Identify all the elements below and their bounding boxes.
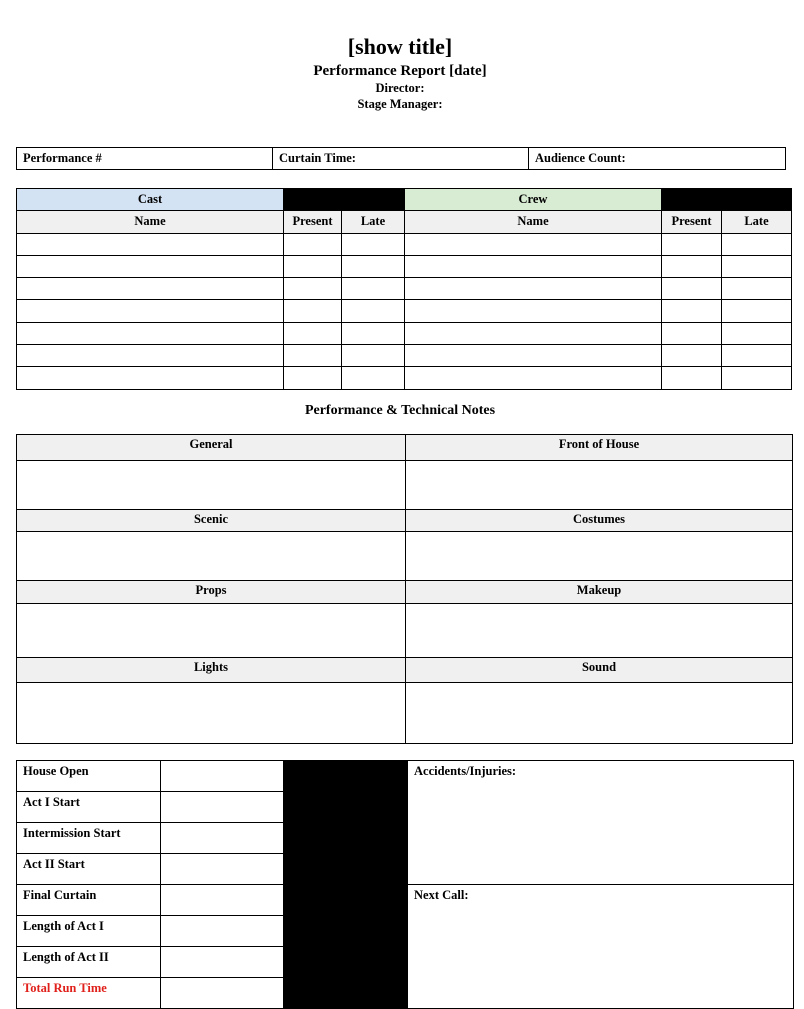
final-curtain-label: Final Curtain [17, 885, 161, 916]
cast-present-cell[interactable] [284, 278, 342, 300]
roster-row [17, 345, 792, 367]
general-header: General [17, 435, 406, 461]
crew-name-cell[interactable] [405, 322, 662, 344]
crew-present-header: Present [662, 211, 722, 233]
costumes-header: Costumes [406, 510, 793, 532]
crew-name-cell[interactable] [405, 233, 662, 255]
act1-start-label: Act I Start [17, 792, 161, 823]
curtain-time-field[interactable]: Curtain Time: [273, 148, 529, 170]
next-call-field[interactable]: Next Call: [408, 885, 794, 1009]
cast-late-cell[interactable] [342, 278, 405, 300]
crew-present-cell[interactable] [662, 233, 722, 255]
total-run-time-value[interactable] [161, 978, 284, 1009]
crew-late-cell[interactable] [722, 322, 792, 344]
crew-present-cell[interactable] [662, 345, 722, 367]
crew-present-cell[interactable] [662, 322, 722, 344]
length-act1-value[interactable] [161, 916, 284, 947]
crew-late-cell[interactable] [722, 367, 792, 389]
house-open-value[interactable] [161, 761, 284, 792]
cast-present-cell[interactable] [284, 300, 342, 322]
crew-present-cell[interactable] [662, 300, 722, 322]
cast-name-cell[interactable] [17, 255, 284, 277]
crew-present-cell[interactable] [662, 255, 722, 277]
crew-present-cell[interactable] [662, 278, 722, 300]
roster-row [17, 233, 792, 255]
house-open-label: House Open [17, 761, 161, 792]
crew-late-header: Late [722, 211, 792, 233]
cast-present-cell[interactable] [284, 233, 342, 255]
props-header: Props [17, 581, 406, 604]
length-act2-value[interactable] [161, 947, 284, 978]
crew-late-cell[interactable] [722, 233, 792, 255]
cast-late-cell[interactable] [342, 255, 405, 277]
cast-present-header: Present [284, 211, 342, 233]
cast-name-cell[interactable] [17, 233, 284, 255]
run-time-table [16, 760, 794, 1009]
cast-black-bar [284, 189, 405, 211]
cast-header: Cast [17, 189, 284, 211]
performance-info-table [16, 147, 786, 170]
crew-name-cell[interactable] [405, 345, 662, 367]
cast-late-cell[interactable] [342, 345, 405, 367]
scenic-header: Scenic [17, 510, 406, 532]
act2-start-label: Act II Start [17, 854, 161, 885]
front-of-house-notes-area[interactable] [406, 461, 793, 510]
crew-late-cell[interactable] [722, 278, 792, 300]
intermission-start-label: Intermission Start [17, 823, 161, 854]
crew-present-cell[interactable] [662, 367, 722, 389]
roster-row [17, 300, 792, 322]
cast-late-cell[interactable] [342, 300, 405, 322]
cast-crew-roster [16, 188, 792, 390]
report-subtitle: Performance Report [date] [313, 63, 487, 79]
total-run-time-label: Total Run Time [17, 978, 161, 1009]
lights-header: Lights [17, 658, 406, 683]
crew-name-cell[interactable] [405, 278, 662, 300]
cast-late-cell[interactable] [342, 233, 405, 255]
technical-notes-grid [16, 434, 793, 744]
front-of-house-header: Front of House [406, 435, 793, 461]
cast-late-cell[interactable] [342, 322, 405, 344]
cast-name-cell[interactable] [17, 345, 284, 367]
cast-present-cell[interactable] [284, 345, 342, 367]
roster-row [17, 367, 792, 389]
crew-late-cell[interactable] [722, 255, 792, 277]
makeup-header: Makeup [406, 581, 793, 604]
sound-header: Sound [406, 658, 793, 683]
final-curtain-value[interactable] [161, 885, 284, 916]
cast-name-cell[interactable] [17, 300, 284, 322]
accidents-injuries-field[interactable]: Accidents/Injuries: [408, 761, 794, 885]
crew-black-bar [662, 189, 792, 211]
crew-late-cell[interactable] [722, 345, 792, 367]
lights-notes-area[interactable] [17, 683, 406, 744]
audience-count-field[interactable]: Audience Count: [529, 148, 786, 170]
cast-name-header: Name [17, 211, 284, 233]
cast-present-cell[interactable] [284, 367, 342, 389]
cast-present-cell[interactable] [284, 322, 342, 344]
roster-row [17, 322, 792, 344]
intermission-start-value[interactable] [161, 823, 284, 854]
performance-number-field[interactable]: Performance # [17, 148, 273, 170]
act2-start-value[interactable] [161, 854, 284, 885]
makeup-notes-area[interactable] [406, 604, 793, 658]
sound-notes-area[interactable] [406, 683, 793, 744]
props-notes-area[interactable] [17, 604, 406, 658]
notes-heading: Performance & Technical Notes [304, 403, 496, 418]
crew-name-header: Name [405, 211, 662, 233]
stage-manager-label: Stage Manager: [357, 97, 443, 111]
crew-name-cell[interactable] [405, 367, 662, 389]
director-label: Director: [375, 81, 425, 95]
cast-name-cell[interactable] [17, 278, 284, 300]
black-divider-column [284, 761, 408, 1009]
cast-present-cell[interactable] [284, 255, 342, 277]
cast-late-cell[interactable] [342, 367, 405, 389]
costumes-notes-area[interactable] [406, 532, 793, 581]
act1-start-value[interactable] [161, 792, 284, 823]
roster-row [17, 255, 792, 277]
general-notes-area[interactable] [17, 461, 406, 510]
crew-header: Crew [405, 189, 662, 211]
cast-name-cell[interactable] [17, 367, 284, 389]
length-act2-label: Length of Act II [17, 947, 161, 978]
crew-name-cell[interactable] [405, 255, 662, 277]
crew-name-cell[interactable] [405, 300, 662, 322]
cast-late-header: Late [342, 211, 405, 233]
crew-late-cell[interactable] [722, 300, 792, 322]
scenic-notes-area[interactable] [17, 532, 406, 581]
length-act1-label: Length of Act I [17, 916, 161, 947]
cast-name-cell[interactable] [17, 322, 284, 344]
show-title: [show title] [347, 34, 453, 59]
roster-row [17, 278, 792, 300]
